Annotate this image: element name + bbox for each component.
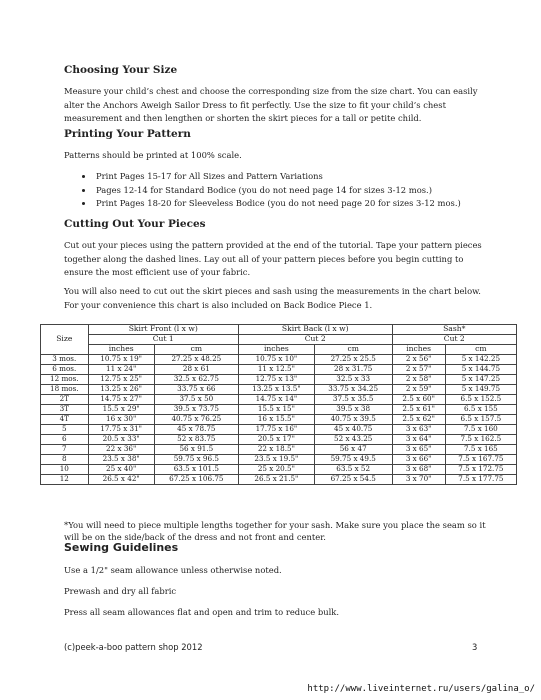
table-header-row xyxy=(41,325,517,335)
cut-count-header: Cut 1 xyxy=(88,335,238,345)
table-cell: 11 x 24" xyxy=(88,365,154,375)
copyright-footer: (c)peek-a-boo pattern shop 2012 xyxy=(64,642,203,652)
table-cell: 2 x 57" xyxy=(392,365,445,375)
unit-header: cm xyxy=(154,345,238,355)
cut-count-header: Cut 2 xyxy=(238,335,392,345)
table-cell: 13.25 x 26" xyxy=(88,385,154,395)
table-cell: 7.5 x 177.75 xyxy=(445,475,516,485)
table-row xyxy=(41,455,517,465)
table-row xyxy=(41,415,517,425)
table-cell: 3 x 66" xyxy=(392,455,445,465)
table-cell: 63.5 x 52 xyxy=(314,465,392,475)
printing-bullet-list xyxy=(64,170,461,211)
table-cell: 22 x 18.5" xyxy=(238,445,314,455)
table-cell: 5 x 149.75 xyxy=(445,385,516,395)
page-number: 3 xyxy=(472,642,478,652)
table-cell: 7.5 x 165 xyxy=(445,445,516,455)
col-skirt-front-header: Skirt Front (l x w) xyxy=(88,325,238,335)
size-cell: 12 mos. xyxy=(41,375,89,385)
table-cell: 3 x 63" xyxy=(392,425,445,435)
sewing-guidelines-heading: Sewing Guidelines xyxy=(64,541,179,554)
table-cell: 52 x 83.75 xyxy=(154,435,238,445)
table-cell: 22 x 36" xyxy=(88,445,154,455)
table-cell: 2.5 x 61" xyxy=(392,405,445,415)
table-cell: 67.25 x 106.75 xyxy=(154,475,238,485)
table-cell: 7.5 x 172.75 xyxy=(445,465,516,475)
table-row xyxy=(41,365,517,375)
table-cell: 2 x 56" xyxy=(392,355,445,365)
table-cell: 52 x 43.25 xyxy=(314,435,392,445)
table-cell: 56 x 47 xyxy=(314,445,392,455)
table-cell: 3 x 65" xyxy=(392,445,445,455)
table-cell: 26.5 x 21.5" xyxy=(238,475,314,485)
size-chart-table xyxy=(40,324,517,485)
unit-header: inches xyxy=(238,345,314,355)
table-cell: 3 x 68" xyxy=(392,465,445,475)
table-cell: 33.75 x 34.25 xyxy=(314,385,392,395)
sewing-line: Use a 1/2" seam allowance unless otherwise noted. xyxy=(64,565,282,575)
table-cell: 67.25 x 54.5 xyxy=(314,475,392,485)
table-cell: 45 x 40.75 xyxy=(314,425,392,435)
table-cell: 3 x 70" xyxy=(392,475,445,485)
table-cell: 6.5 x 155 xyxy=(445,405,516,415)
choosing-size-text: Measure your child’s chest and choose the corresponding size from the size chart. You can easily alter the Anchors Aweigh Sailor Dress to fit perfectly. Use the size to fit your child’s chest measurement and then lengthen or shorten the skirt pieces for a tall or petite child. xyxy=(64,86,478,123)
table-cell: 63.5 x 101.5 xyxy=(154,465,238,475)
table-row xyxy=(41,425,517,435)
cutting-pieces-text-2: You will also need to cut out the skirt pieces and sash using the measurements in the chart below. For your convenience this chart is also included on Back Bodice Piece 1. xyxy=(64,286,481,310)
table-cell: 7.5 x 160 xyxy=(445,425,516,435)
table-row xyxy=(41,375,517,385)
cut-count-header: Cut 2 xyxy=(392,335,516,345)
table-cell: 5 x 147.25 xyxy=(445,375,516,385)
table-cell: 17.75 x 31" xyxy=(88,425,154,435)
table-cell: 20.5 x 17" xyxy=(238,435,314,445)
table-cell: 32.5 x 33 xyxy=(314,375,392,385)
col-size-header: Size xyxy=(41,325,89,355)
table-cell: 56 x 91.5 xyxy=(154,445,238,455)
table-header-row xyxy=(41,345,517,355)
table-cell: 28 x 31.75 xyxy=(314,365,392,375)
size-cell: 3 mos. xyxy=(41,355,89,365)
table-cell: 40.75 x 39.5 xyxy=(314,415,392,425)
unit-header: inches xyxy=(88,345,154,355)
size-cell: 12 xyxy=(41,475,89,485)
cutting-pieces-heading: Cutting Out Your Pieces xyxy=(64,218,206,230)
table-cell: 26.5 x 42" xyxy=(88,475,154,485)
table-cell: 23.5 x 38" xyxy=(88,455,154,465)
table-cell: 25 x 40" xyxy=(88,465,154,475)
table-row xyxy=(41,465,517,475)
table-cell: 12.75 x 13" xyxy=(238,375,314,385)
choosing-size-heading: Choosing Your Size xyxy=(64,64,178,76)
size-cell: 6 mos. xyxy=(41,365,89,375)
table-cell: 17.75 x 16" xyxy=(238,425,314,435)
table-row xyxy=(41,435,517,445)
table-cell: 20.5 x 33" xyxy=(88,435,154,445)
table-cell: 16 x 30" xyxy=(88,415,154,425)
sewing-line: Press all seam allowances flat and open and trim to reduce bulk. xyxy=(64,607,340,617)
table-cell: 37.5 x 35.5 xyxy=(314,395,392,405)
unit-header: inches xyxy=(392,345,445,355)
size-cell: 8 xyxy=(41,455,89,465)
list-item: • Print Pages 15-17 for All Sizes and Pattern Variations xyxy=(94,170,461,184)
table-cell: 7.5 x 162.5 xyxy=(445,435,516,445)
col-sash-header: Sash* xyxy=(392,325,516,335)
table-cell: 13.25 x 13.5" xyxy=(238,385,314,395)
size-cell: 10 xyxy=(41,465,89,475)
table-cell: 59.75 x 96.5 xyxy=(154,455,238,465)
sash-footnote: *You will need to piece multiple lengths together for your sash. Make sure you place the seam so it will be on the side/back of the dress and not front and center. xyxy=(64,520,486,542)
size-cell: 3T xyxy=(41,405,89,415)
table-cell: 32.5 x 62.75 xyxy=(154,375,238,385)
table-row xyxy=(41,355,517,365)
table-cell: 10.75 x 19" xyxy=(88,355,154,365)
size-cell: 7 xyxy=(41,445,89,455)
table-cell: 14.75 x 14" xyxy=(238,395,314,405)
table-cell: 27.25 x 25.5 xyxy=(314,355,392,365)
table-cell: 33.75 x 66 xyxy=(154,385,238,395)
unit-header: cm xyxy=(314,345,392,355)
watermark-url: http://www.liveinternet.ru/users/galina_o/ xyxy=(307,684,535,694)
table-cell: 6.5 x 157.5 xyxy=(445,415,516,425)
table-cell: 27.25 x 48.25 xyxy=(154,355,238,365)
table-cell: 59.75 x 49.5 xyxy=(314,455,392,465)
table-header-row xyxy=(41,335,517,345)
table-cell: 14.75 x 27" xyxy=(88,395,154,405)
table-cell: 2 x 59" xyxy=(392,385,445,395)
table-cell: 39.5 x 73.75 xyxy=(154,405,238,415)
size-cell: 18 mos. xyxy=(41,385,89,395)
table-cell: 11 x 12.5" xyxy=(238,365,314,375)
table-cell: 37.5 x 50 xyxy=(154,395,238,405)
table-cell: 39.5 x 38 xyxy=(314,405,392,415)
size-cell: 4T xyxy=(41,415,89,425)
table-row xyxy=(41,385,517,395)
table-cell: 10.75 x 10" xyxy=(238,355,314,365)
table-cell: 15.5 x 29" xyxy=(88,405,154,415)
table-cell: 25 x 20.5" xyxy=(238,465,314,475)
table-cell: 2.5 x 62" xyxy=(392,415,445,425)
printing-pattern-heading: Printing Your Pattern xyxy=(64,128,191,140)
table-cell: 23.5 x 19.5" xyxy=(238,455,314,465)
table-cell: 12.75 x 25" xyxy=(88,375,154,385)
size-cell: 6 xyxy=(41,435,89,445)
printing-pattern-text: Patterns should be printed at 100% scale. xyxy=(64,150,242,160)
table-row xyxy=(41,475,517,485)
table-row xyxy=(41,395,517,405)
table-cell: 3 x 64" xyxy=(392,435,445,445)
table-cell: 28 x 61 xyxy=(154,365,238,375)
list-item: • Pages 12-14 for Standard Bodice (you do not need page 14 for sizes 3-12 mos.) xyxy=(94,184,461,198)
table-cell: 7.5 x 167.75 xyxy=(445,455,516,465)
col-skirt-back-header: Skirt Back (l x w) xyxy=(238,325,392,335)
table-cell: 2 x 58" xyxy=(392,375,445,385)
table-row xyxy=(41,445,517,455)
size-cell: 2T xyxy=(41,395,89,405)
table-cell: 5 x 144.75 xyxy=(445,365,516,375)
table-cell: 6.5 x 152.5 xyxy=(445,395,516,405)
table-cell: 5 x 142.25 xyxy=(445,355,516,365)
unit-header: cm xyxy=(445,345,516,355)
table-cell: 40.75 x 76.25 xyxy=(154,415,238,425)
table-cell: 16 x 15.5" xyxy=(238,415,314,425)
table-cell: 45 x 78.75 xyxy=(154,425,238,435)
cutting-pieces-text: Cut out your pieces using the pattern provided at the end of the tutorial. Tape your pattern pieces together along the dashed lines. Lay out all of your pattern pieces before you begin cutting to ensure the most efficient use of your fabric. xyxy=(64,240,482,277)
size-cell: 5 xyxy=(41,425,89,435)
table-row xyxy=(41,405,517,415)
list-item: • Print Pages 18-20 for Sleeveless Bodice (you do not need page 20 for sizes 3-12 mos.) xyxy=(94,197,461,211)
sewing-line: Prewash and dry all fabric xyxy=(64,586,177,596)
table-cell: 15.5 x 15" xyxy=(238,405,314,415)
table-cell: 2.5 x 60" xyxy=(392,395,445,405)
